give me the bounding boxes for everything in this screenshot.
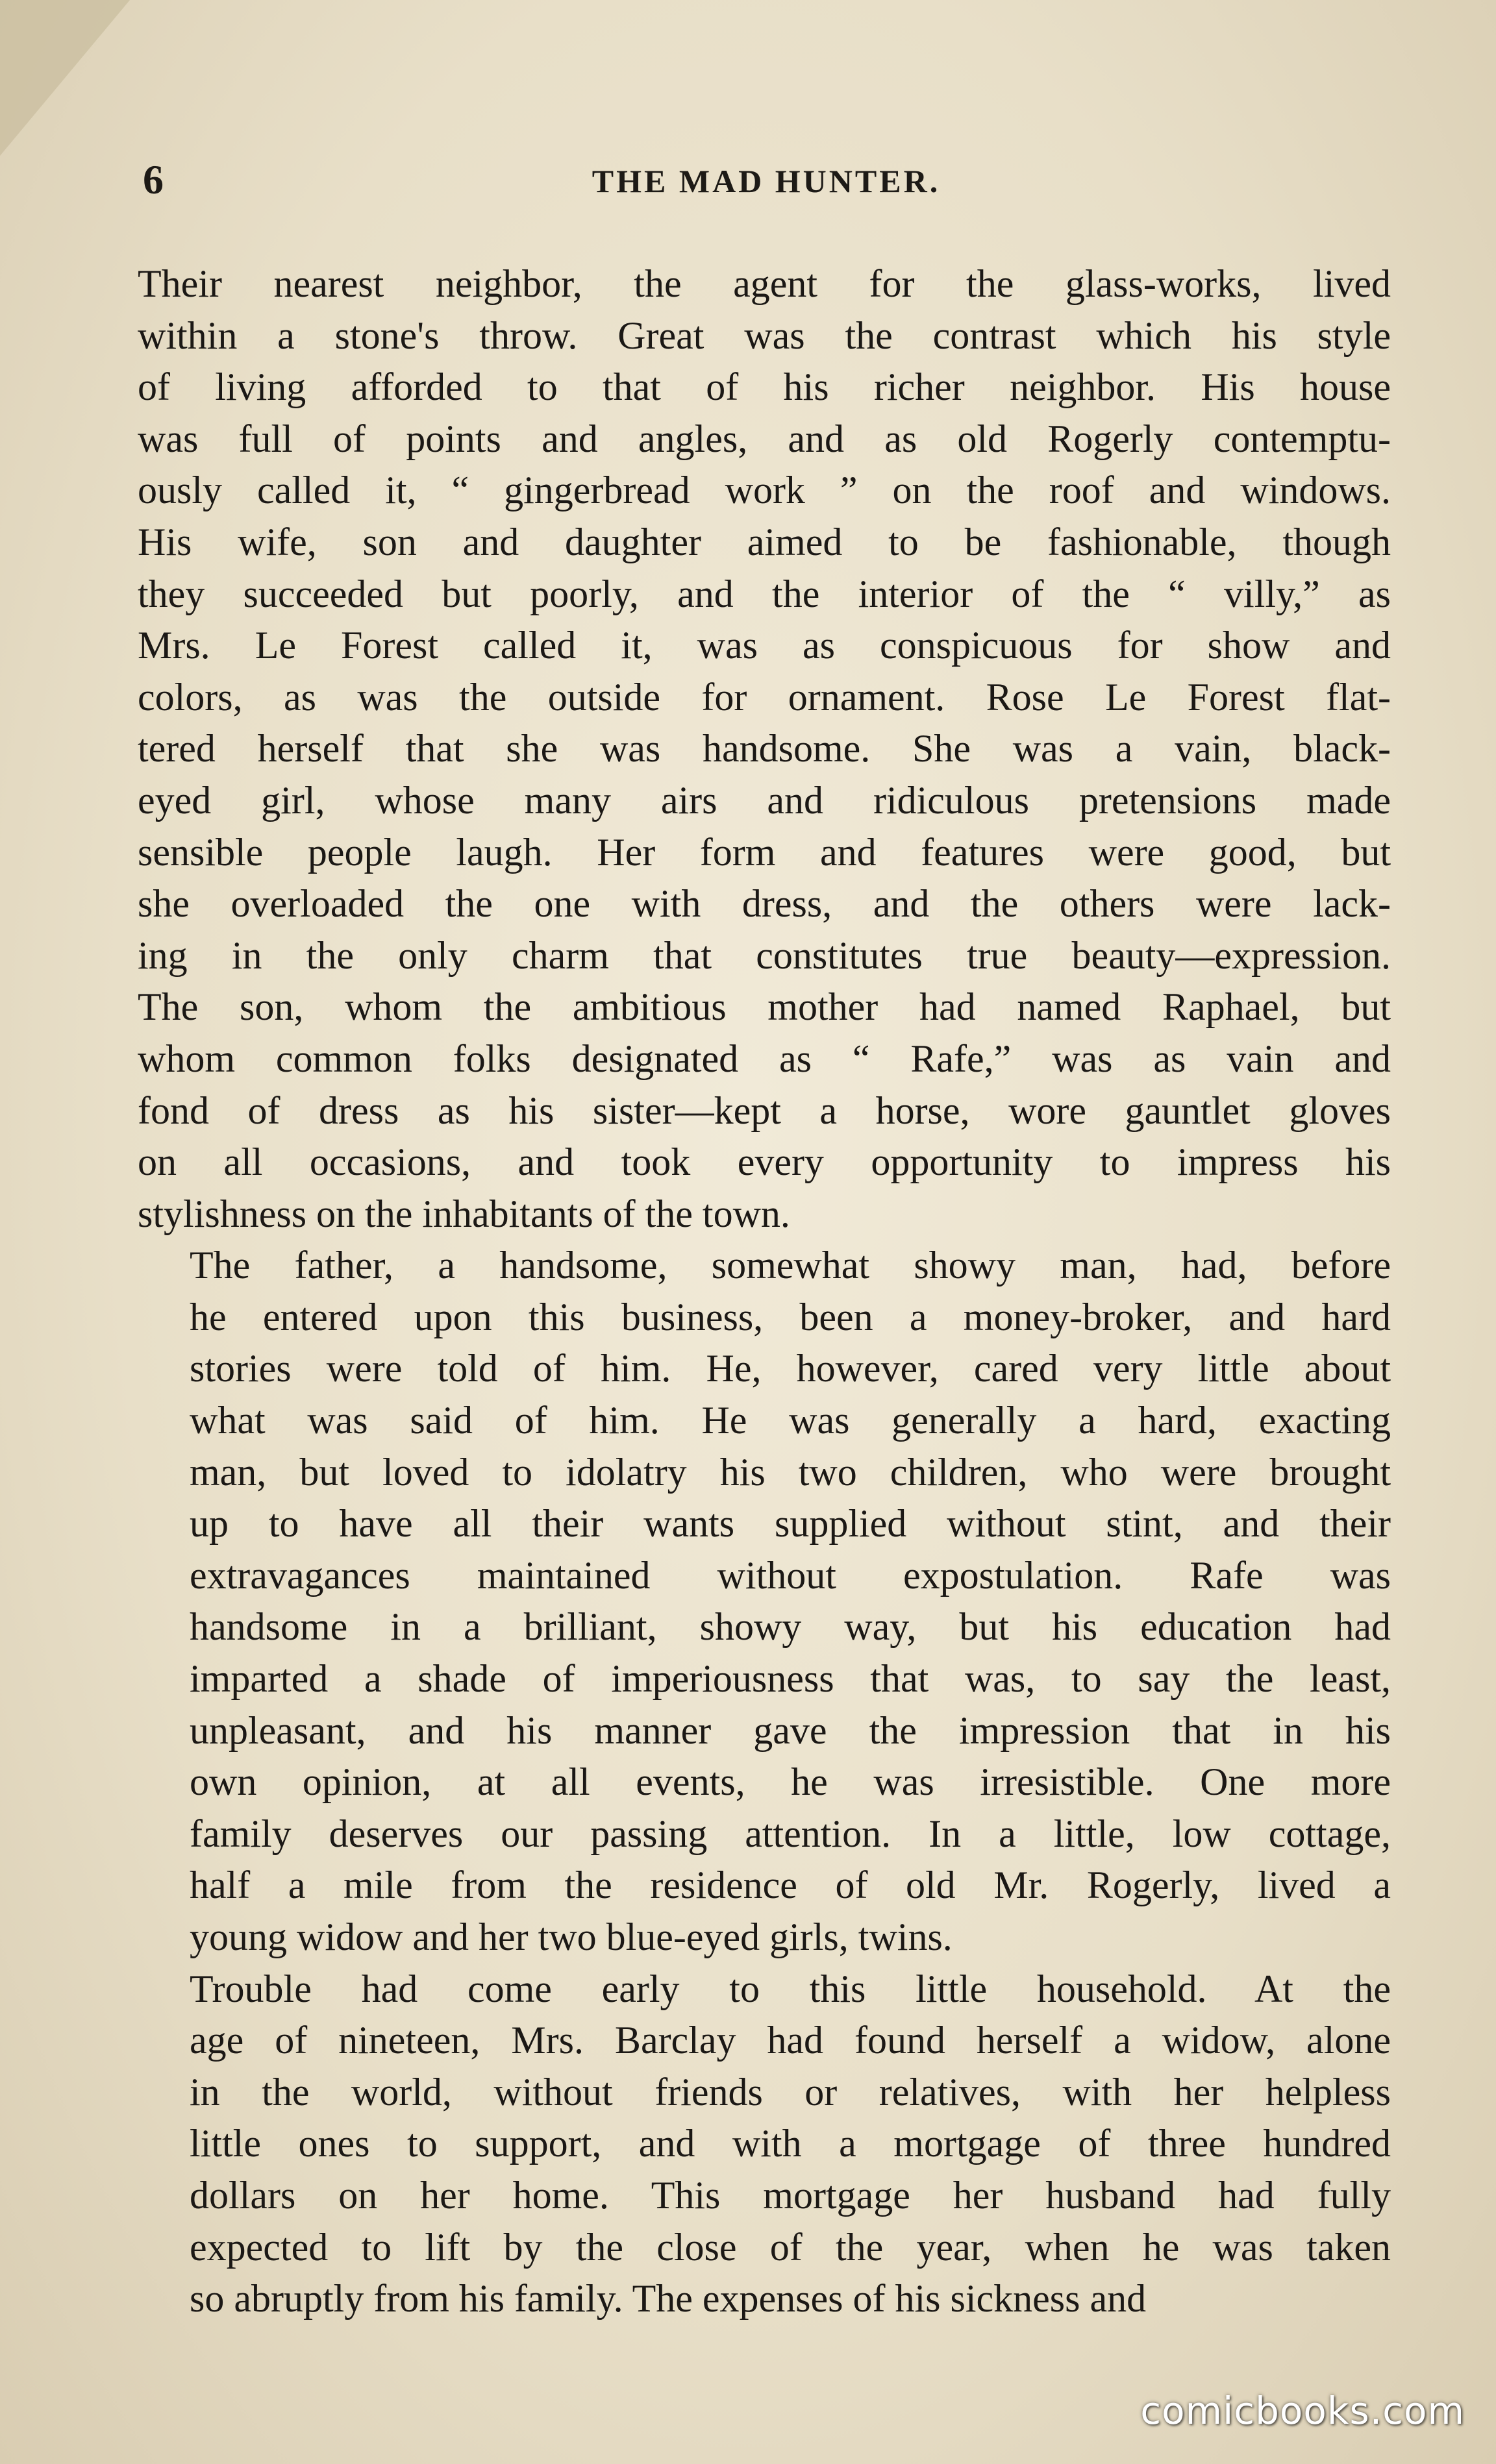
- text-line: ing in the only charm that constitutes true beauty—expression.: [138, 933, 1391, 977]
- text-line: sensible people laugh. Her form and features were good, but: [138, 830, 1391, 874]
- text-line: so abruptly from his family. The expenses of his sickness and: [190, 2277, 1147, 2321]
- text-line: age of nineteen, Mrs. Barclay had found herself a widow, alone: [190, 2019, 1391, 2062]
- text-line: she overloaded the one with dress, and the others were lack-: [138, 882, 1391, 926]
- text-line: own opinion, at all events, he was irresistible. One more: [190, 1760, 1391, 1804]
- text-line: they succeeded but poorly, and the interior of the “ villy,” as: [138, 572, 1391, 615]
- page-number: 6: [143, 156, 164, 203]
- text-line: imparted a shade of imperiousness that was, to say the least,: [190, 1657, 1391, 1701]
- text-line: Trouble had come early to this little household. At the: [190, 1967, 1391, 2010]
- text-line: of living afforded to that of his richer neighbor. His house: [138, 365, 1391, 409]
- text-line: fond of dress as his sister—kept a horse, wore gauntlet gloves: [138, 1089, 1391, 1132]
- text-line: The son, whom the ambitious mother had named Raphael, but: [138, 985, 1391, 1029]
- text-line: eyed girl, whose many airs and ridiculous pretensions made: [138, 778, 1391, 822]
- text-line: Their nearest neighbor, the agent for the glass-works, lived: [138, 262, 1391, 305]
- text-line: handsome in a brilliant, showy way, but his education had: [190, 1605, 1391, 1649]
- text-line: Mrs. Le Forest called it, was as conspicuous for show and: [138, 624, 1391, 667]
- text-line: stories were told of him. He, however, cared very little about: [190, 1347, 1391, 1390]
- text-line: expected to lift by the close of the year, when he was taken: [190, 2225, 1391, 2269]
- page-header: [136, 156, 1396, 214]
- corner-fold: [0, 0, 130, 156]
- text-line: man, but loved to idolatry his two children, who were brought: [190, 1450, 1391, 1494]
- text-line: was full of points and angles, and as old Rogerly contemptu-: [138, 417, 1391, 460]
- text-line: The father, a handsome, somewhat showy man, had, before: [190, 1244, 1391, 1287]
- text-line: little ones to support, and with a mortgage of three hundred: [190, 2122, 1391, 2165]
- text-line: on all occasions, and took every opportunity to impress his: [138, 1140, 1391, 1184]
- paragraph-3: [138, 1964, 1391, 2325]
- watermark: comicbooks.com: [1140, 2389, 1465, 2433]
- text-line: what was said of him. He was generally a hard, exacting: [190, 1399, 1391, 1442]
- text-line: within a stone's throw. Great was the contrast which his style: [138, 314, 1391, 357]
- text-line: in the world, without friends or relatives, with her helpless: [190, 2070, 1391, 2113]
- paragraph-2: [138, 1240, 1391, 1963]
- text-line: ously called it, “ gingerbread work ” on the roof and windows.: [138, 469, 1391, 512]
- text-line: half a mile from the residence of old Mr. Rogerly, lived a: [190, 1864, 1391, 1907]
- body-text: [138, 258, 1391, 2325]
- running-head: THE MAD HUNTER.: [592, 163, 941, 199]
- text-line: extravagances maintained without expostulation. Rafe was: [190, 1553, 1391, 1597]
- text-line: dollars on her home. This mortgage her husband had fully: [190, 2173, 1391, 2217]
- text-line: young widow and her two blue-eyed girls, twins.: [190, 1916, 953, 1958]
- text-line: whom common folks designated as “ Rafe,” was as vain and: [138, 1037, 1391, 1080]
- paragraph-1: [138, 258, 1391, 1240]
- text-line: up to have all their wants supplied without stint, and their: [190, 1502, 1391, 1546]
- text-line: unpleasant, and his manner gave the impression that in his: [190, 1708, 1391, 1752]
- text-line: stylishness on the inhabitants of the town.: [138, 1192, 790, 1235]
- text-line: he entered upon this business, been a money-broker, and hard: [190, 1295, 1391, 1338]
- text-line: tered herself that she was handsome. She was a vain, black-: [138, 727, 1391, 770]
- text-line: colors, as was the outside for ornament. Rose Le Forest flat-: [138, 675, 1391, 719]
- text-line: His wife, son and daughter aimed to be fashionable, though: [138, 520, 1391, 563]
- text-line: family deserves our passing attention. In a little, low cottage,: [190, 1812, 1391, 1855]
